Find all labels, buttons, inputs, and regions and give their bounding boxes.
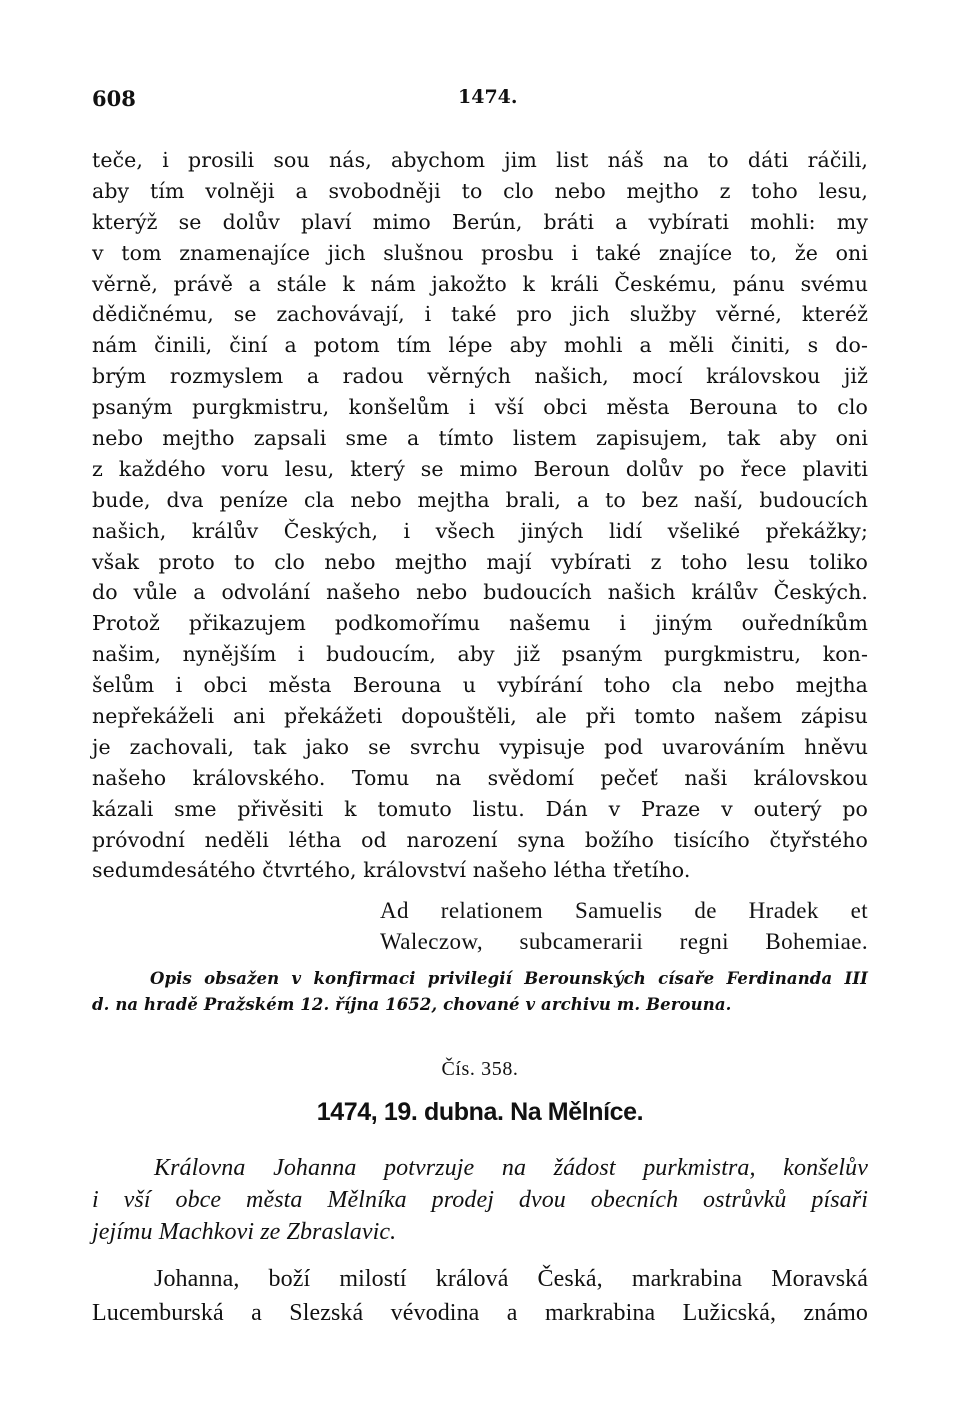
- source-note: [92, 966, 868, 1018]
- document-number: Čís. 358.: [441, 1058, 519, 1080]
- running-header-year: 1474.: [458, 86, 518, 108]
- text-line: nepřekáželi ani překážeti dopouštěli, ale při tomto našem zápisu: [92, 704, 868, 729]
- regest-line: Královna Johanna potvrzuje na žádost purkmistra, konšelův: [154, 1155, 868, 1181]
- source-note-line: d. na hradě Pražském 12. října 1652, chované v archivu m. Berouna.: [92, 995, 732, 1014]
- text-line: šelům i obci města Berouna u vybírání toho cla nebo mejtha: [92, 673, 868, 698]
- text-line: kázali sme přivěsiti k tomuto listu. Dán v Praze v outerý po: [92, 796, 868, 821]
- text-line: brým rozmyslem a radou věrných našich, mocí královskou již: [92, 364, 868, 389]
- page-number: 608: [92, 86, 136, 111]
- text-line: našich, králův Českých, i všech jiných lidí všeliké překážky;: [92, 518, 868, 543]
- regest-line: jejímu Machkovi ze Zbraslavic.: [92, 1219, 397, 1245]
- main-text: [92, 145, 868, 886]
- text-line: kterýž se dolův plaví mimo Berún, bráti a vybírati mohli: my: [92, 209, 868, 234]
- text-line-last: sedumdesátého čtvrtého, království našeho létha třetího.: [92, 858, 691, 883]
- opening-line: Johanna, boží milostí králová Česká, markrabina Moravská: [154, 1266, 868, 1292]
- text-line: věrně, právě a stále k nám jakožto k králi Českému, pánu svému: [92, 271, 868, 296]
- text-line: psaným purgkmistru, konšelům i vší obci města Berouna to clo: [92, 395, 868, 420]
- text-line: dědičnému, se zachovávají, i také pro jich služby věrné, kteréž: [92, 302, 868, 327]
- regest-line: i vší obce města Mělníka prodej dvou obecních ostrůvků písaři: [92, 1187, 868, 1213]
- text-line: našeho královského. Tomu na svědomí pečeť naši královskou: [92, 765, 868, 790]
- text-line: próvodní neděli létha od narození syna božího tisícího čtyřstého: [92, 827, 868, 852]
- text-line: do vůle a odvolání našeho nebo budoucích našich králův Českých.: [92, 580, 868, 605]
- text-line: z každého voru lesu, který se mimo Beroun dolův po řece plaviti: [92, 456, 868, 481]
- opening-line: Lucemburská a Slezská vévodina a markrabina Lužicská, známo: [92, 1300, 868, 1326]
- signature-line: Ad relationem Samuelis de Hradek et: [380, 898, 868, 923]
- document-heading: 1474, 19. dubna. Na Mělníce.: [316, 1098, 644, 1126]
- signature-block: [380, 896, 868, 958]
- text-line: v tom znamenajíce jich slušnou prosbu i také znajíce to, že oni: [92, 240, 868, 265]
- source-note-line: Opis obsažen v konfirmaci privilegií Berounských císaře Ferdinanda III: [150, 969, 868, 988]
- text-line: aby tím volněji a svobodněji to clo nebo mejtho z toho lesu,: [92, 178, 868, 203]
- text-line: bude, dva peníze cla nebo mejtha brali, a to bez naší, budoucích: [92, 487, 868, 512]
- text-line: teče, i prosili sou nás, abychom jim list náš na to dáti ráčili,: [92, 148, 868, 172]
- text-line: nám činili, činí a potom tím lépe aby mohli a měli činiti, s do-: [92, 333, 868, 358]
- text-line: Protož přikazujem podkomořímu našemu i jiným ouředníkům: [92, 611, 868, 636]
- document-regest: [92, 1152, 868, 1248]
- signature-line: Waleczow, subcamerarii regni Bohemiae.: [380, 928, 868, 954]
- page-header: [92, 86, 872, 116]
- document-opening: [92, 1262, 868, 1330]
- text-line: nebo mejtho zapsali sme a tímto listem zapisujem, tak aby oni: [92, 426, 868, 451]
- text-line: však proto to clo nebo mejtho mají vybírati z toho lesu toliko: [92, 549, 868, 574]
- text-line: je zachovali, tak jako se svrchu vypisuje pod uvarováním hněvu: [92, 734, 868, 759]
- text-line: našim, nynějším i budoucím, aby již psaným purgkmistru, kon-: [92, 642, 868, 667]
